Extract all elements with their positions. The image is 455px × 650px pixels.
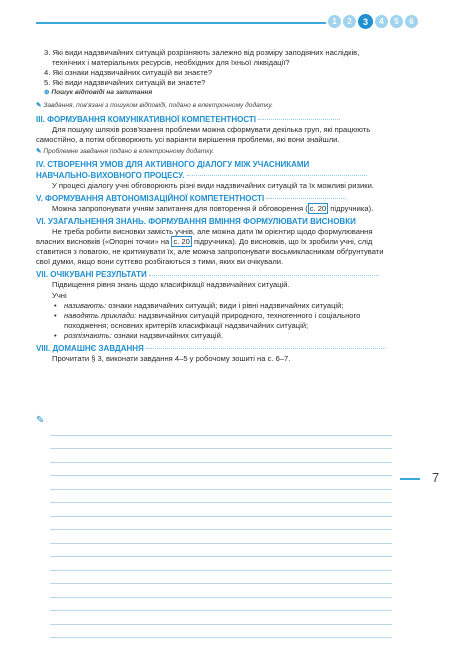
electronic-note-2 [36,147,392,157]
notes-line[interactable] [50,544,392,558]
s5-title-text: V. ФОРМУВАННЯ АВТОНОМІЗАЦІЙНОЇ КОМПЕТЕНТНОСТІ [36,193,265,203]
notes-line[interactable] [50,517,392,531]
bullet-item [36,331,392,341]
section-6-text [36,227,392,267]
section-rule [266,198,346,199]
notes-line[interactable] [50,503,392,517]
pager-dot-1: 1 [328,15,341,28]
s6-page-ref[interactable]: с. 20 [173,237,190,247]
s5-text-a: Можна запропонувати учням запитання для повторення й обговорення ( [52,203,308,213]
notes-line[interactable] [50,584,392,598]
bullet-text: надзвичайних ситуацій природного, техногенного і соціального походження; основних критеріїв класифікації надзвичайних ситуацій; [64,310,361,330]
notes-line[interactable] [50,557,392,571]
lesson-pager [328,15,418,31]
section-4-text: У процесі діалогу учні обговорюють різні види надзвичайних ситуацій та їх можливі ризики. [52,180,374,190]
question-3: 3. Які види надзвичайних ситуацій розрізняють залежно від розміру заподіяних наслідків, технічних і матеріальних ресурсів, необхідних для їхньої ліквідації? [44,48,360,68]
pencil-icon: ✎ [36,415,45,426]
notes-line[interactable] [50,476,392,490]
s6-text-b: підручника). До висновків, що їх зробили учні, слід ставитися з повагою, не критикувати їх, але можна запропонувати восьмикласникам обґрунтувати свої думки, якщо вони суттєво розбігаються з тими, яких ви очікували. [36,237,384,267]
section-rule [187,175,367,176]
s5-page-ref[interactable]: с. 20 [309,203,327,213]
bullet-icon: • [54,300,57,310]
pager-dot-2: 2 [343,15,356,28]
section-5-title [36,193,392,204]
section-rule [149,275,379,276]
note2-text: Проблемне завдання подано в електронному додатку. [43,147,215,155]
page-content [36,48,392,364]
notes-line[interactable] [50,463,392,477]
s4-title-line1: IV. СТВОРЕННЯ УМОВ ДЛЯ АКТИВНОГО ДІАЛОГУ МІЖ УЧАСНИКАМИ [36,159,310,169]
pager-dot-6: 6 [405,15,418,28]
note1-text: Завдання, пов'язані з пошуком відповіді, подано в електронному додатку. [43,102,274,110]
pager-dot-5: 5 [390,15,403,28]
pager-dot-4: 4 [375,15,388,28]
notes-line[interactable] [50,611,392,625]
bullet-text: ознаки надзвичайних ситуацій; види і рівні надзвичайних ситуацій; [106,300,344,310]
notes-line[interactable] [50,422,392,436]
section-7-pupils: Учні [52,290,67,300]
bullet-icon: • [54,330,57,340]
bullet-text: ознаки надзвичайних ситуацій. [111,330,223,340]
bullet-label: розпізнають: [64,330,112,340]
notes-line[interactable] [50,449,392,463]
section-6-title: VI. УЗАГАЛЬНЕННЯ ЗНАНЬ. ФОРМУВАННЯ ВМІННЯ ФОРМУЛЮВАТИ ВИСНОВКИ [36,217,356,227]
section-7-text: Підвищення рівня знань щодо класифікації надзвичайних ситуацій. [52,280,290,290]
bullet-item [36,301,392,311]
question-5: 5. Які види надзвичайних ситуацій ви знаєте? [44,78,206,88]
page-number-rule [400,478,420,480]
s8-title-text: VIII. ДОМАШНЄ ЗАВДАННЯ [36,343,144,353]
notes-line[interactable] [50,530,392,544]
section-5-text [36,204,392,214]
lightbulb-icon: ⊕ [44,89,50,97]
electronic-note-1 [36,101,392,111]
answer-search-note [36,88,392,98]
section-4-title [36,159,392,181]
page-number: 7 [432,470,440,485]
s6-text-a: Не треба робити висновки замість учнів, але можна дати їм орієнтир щодо формулювання власних висновків («Опорні точки» на [36,227,373,247]
section-rule [258,119,340,120]
bullet-item [36,311,392,331]
section-rule [146,348,386,349]
mouse-icon: ✎ [36,102,42,110]
question-4: 4. Які ознаки надзвичайних ситуацій ви знаєте? [44,68,213,78]
bullet-icon: • [54,310,57,320]
pager-dot-3: 3 [358,14,373,29]
section-7-title [36,269,392,280]
notes-line[interactable] [50,436,392,450]
answer-search-label: Пошук відповіді на запитання [51,89,153,97]
notes-line[interactable] [50,571,392,585]
section-3-text: Для пошуку шляхів розв'язання проблеми можна сформувати декілька груп, які працюють самостійно, а потім обговорюють усі варіанти вирішення проблеми, які вони знайшли. [36,124,371,144]
notes-line[interactable] [50,625,392,639]
mouse-icon: ✎ [36,147,42,155]
section-3-title [36,114,392,125]
notes-line[interactable] [50,598,392,612]
s3-title-text: III. ФОРМУВАННЯ КОМУНІКАТИВНОЇ КОМПЕТЕНТНОСТІ [36,114,256,124]
s7-title-text: VII. ОЧІКУВАНІ РЕЗУЛЬТАТИ [36,270,147,280]
notes-lines [50,422,392,638]
s4-title-line2: НАВЧАЛЬНО-ВИХОВНОГО ПРОЦЕСУ. [36,170,185,180]
bullet-label: наводять приклади: [64,310,137,320]
s5-text-b: підручника). [328,203,374,213]
bullet-label: називають: [64,300,107,310]
notes-line[interactable] [50,490,392,504]
section-8-title [36,343,392,354]
section-8-text: Прочитати § 3, виконати завдання 4–5 у робочому зошиті на с. 6–7. [52,353,291,363]
header-rule [36,22,326,24]
